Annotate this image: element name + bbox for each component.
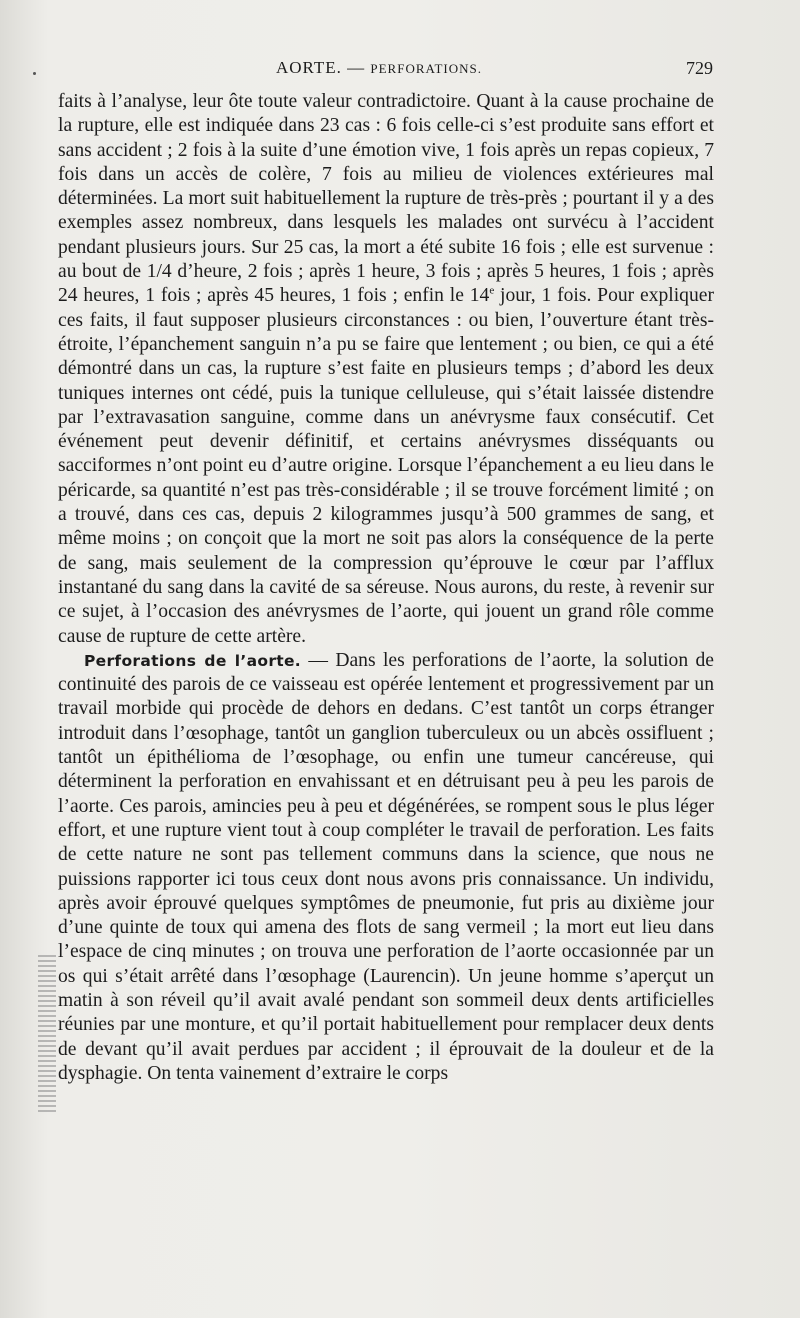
body-text: [58, 90, 714, 1086]
header-title: [276, 58, 482, 78]
section-heading: Perforations de l’aorte.: [84, 651, 301, 670]
paragraph-rupture-end: jour, 1 fois. Pour expliquer ces faits, il faut supposer plusieurs circonstances : ou bien, l’ouverture étant très-étroite, l’épanchement sanguin n’a pu se faire que lentement ; ou bien, ce qui a été démontré dans un cas, la rupture s’est faite en plusieurs temps ; d’abord les deux tuniques internes ont cédé, puis la tunique celluleuse, qui s’était laissée distendre par l’extravasation sanguine, comme dans un anévrysme faux consécutif. Cet événement peut devenir définitif, et certains anévrysmes disséquants ou sacciformes n’ont point eu d’autre origine. Lorsque l’épanchement a eu lieu dans le péricarde, sa quantité n’est pas très-considérable ; il se trouve forcément limité ; on a trouvé, dans ces cas, depuis 2 kilogrammes jusqu’à 500 grammes de sang, et même moins ; on conçoit que la mort ne soit pas alors la conséquence de la perte de sang, mais seulement de la compression qu’éprouve le cœur par l’afflux instantané du sang dans la cavité de sa séreuse. Nous aurons, du reste, à revenir sur ce sujet, à l’occasion des anévrysmes de l’aorte, qui jouent un grand rôle comme cause de rupture de cette artère.: [58, 285, 714, 647]
header-title-main: AORTE. —: [276, 58, 366, 77]
ink-dot: [33, 72, 36, 75]
running-header: [58, 58, 713, 84]
paragraph-perforations-text: — Dans les perforations de l’aorte, la solution de continuité des parois de ce vaisseau est opérée lentement et progressivement par un travail morbide qui procède de dehors en dedans. C’est tantôt un corps étranger introduit dans l’œsophage, tantôt un ganglion tuberculeux ou un abcès ossifluent ; tantôt un épithélioma de l’œsophage, ou enfin une tumeur cancéreuse, qui déterminent la perforation en envahissant et en détruisant peu à peu les parois de l’aorte. Ces parois, amincies peu à peu et dégénérées, se rompent sous le plus léger effort, et une rupture vient tout à coup compléter le travail de perforation. Les faits de cette nature ne sont pas tellement communs dans la science, que nous ne puissions rapporter ici tous ceux dont nous avons pris connaissance. Un individu, après avoir éprouvé quelques symptômes de pneumonie, fut pris au dixième jour d’une quinte de toux qui amena des flots de sang vermeil ; la mort eut lieu dans l’espace de cinq minutes ; on trouva une perforation de l’aorte occasionnée par un os qui s’était arrêté dans l’œsophage (Laurencin). Un jeune homme s’aperçut un matin à son réveil qu’il avait avalé pendant son sommeil deux dents artificielles réunies par une monture, et qu’il portait habituellement pour remplacer deux dents de devant qu’il avait perdues par accident ; il éprouvait de la douleur et de la dysphagie. On tenta vainement d’extraire le corps: [58, 649, 714, 1084]
margin-stamp: [38, 952, 56, 1112]
paragraph-rupture: [58, 90, 714, 649]
paragraph-perforations: [58, 649, 714, 1086]
page-number: 729: [686, 58, 713, 78]
paragraph-rupture-text: faits à l’analyse, leur ôte toute valeur contradictoire. Quant à la cause prochaine de la rupture, elle est indiquée dans 23 cas : 6 fois celle-ci s’est produite sans effort et sans accident ; 2 fois à la suite d’une émotion vive, 1 fois après un repas copieux, 7 fois dans un accès de colère, 7 fois au milieu de violences extérieures mal déterminées. La mort suit habituellement la rupture de très-près ; pourtant il y a des exemples assez nombreux, dans lesquels les malades ont survécu à l’accident pendant plusieurs jours. Sur 25 cas, la mort a été subite 16 fois ; elle est survenue : au bout de 1/4 d’heure, 2 fois ; après 1 heure, 3 fois ; après 5 heures, 1 fois ; après 24 heures, 1 fois ; après 45 heures, 1 fois ; enfin le 14: [58, 91, 714, 307]
ordinal-superscript: e: [489, 284, 495, 297]
header-title-sub: PERFORATIONS.: [370, 61, 482, 76]
